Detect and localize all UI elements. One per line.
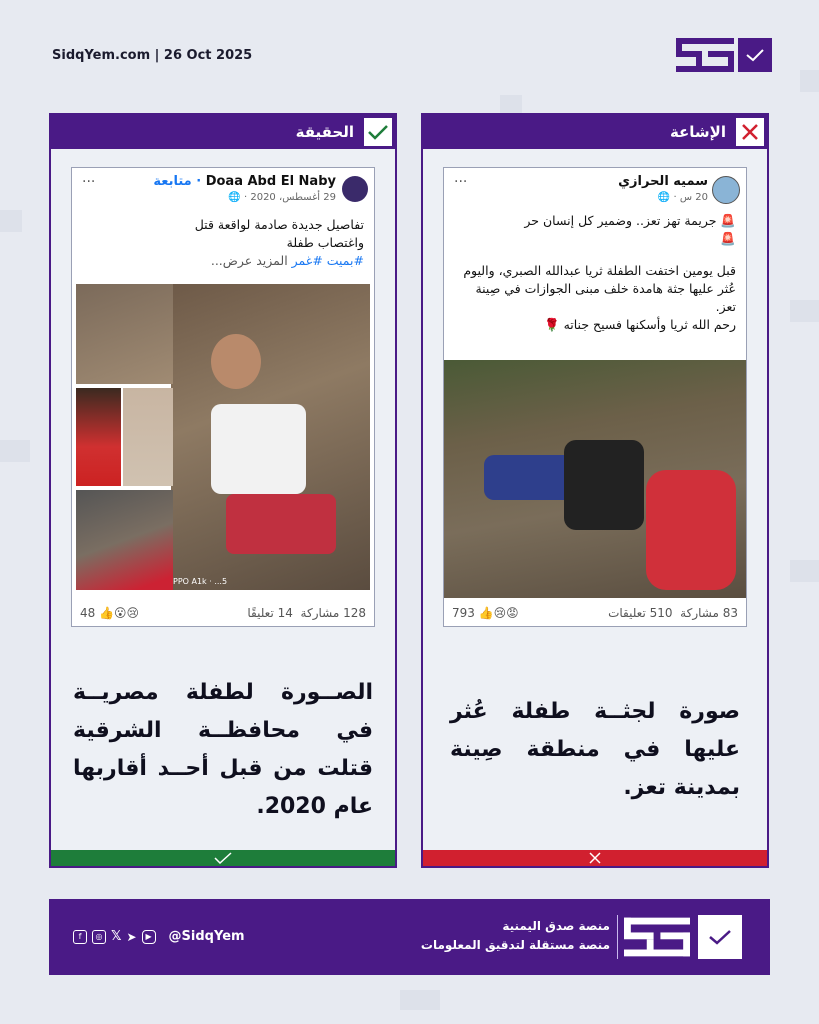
bg-square <box>800 70 819 92</box>
post-photo-5[interactable] <box>76 490 173 590</box>
post-author: سميه الحرازي <box>618 174 708 189</box>
bg-square <box>400 990 440 1010</box>
instagram-icon[interactable]: ◎ <box>92 930 106 944</box>
photo-red-dress <box>646 470 736 590</box>
bg-square <box>790 300 819 322</box>
footer <box>49 899 770 975</box>
post-line: 🚨 <box>720 231 736 246</box>
post-stats <box>452 606 738 620</box>
reactions[interactable] <box>80 606 139 620</box>
photo-watermark: PPO A1k · ...5 <box>173 577 228 586</box>
see-more-link[interactable]: المزيد عرض... <box>210 253 288 268</box>
post-photo-4[interactable] <box>76 388 121 486</box>
post-line: واغتصاب طفلة <box>286 235 364 250</box>
reactions-count: 48 <box>80 606 96 620</box>
post-line: تفاصيل جديدة صادمة لواقعة قتل <box>194 217 364 232</box>
check-icon <box>698 915 742 959</box>
rumor-card <box>421 113 769 868</box>
post-photo-2[interactable] <box>76 284 173 384</box>
post-author <box>153 174 336 189</box>
truth-post <box>71 167 375 627</box>
comments-count[interactable]: 510 تعليقات <box>608 606 673 620</box>
more-options-icon[interactable]: ··· <box>82 174 96 190</box>
hashtags[interactable]: #بميت #غمر <box>291 253 364 268</box>
post-meta <box>228 192 336 203</box>
x-icon <box>588 852 602 864</box>
post-photo-3[interactable] <box>123 388 173 486</box>
rumor-header <box>423 115 767 149</box>
reactions[interactable] <box>452 606 519 620</box>
globe-icon: 🌐 <box>657 192 671 203</box>
reaction-emoji-icon: 😢😮👍 <box>99 606 140 620</box>
sidq-logo-mark <box>676 38 734 72</box>
shares-count[interactable]: 128 مشاركة <box>300 606 366 620</box>
x-icon[interactable]: 𝕏 <box>111 929 122 944</box>
truth-description-text: الصــورة لطفلة مصريــة في محافظــة الشرقية قتلت من قبل أحــد أقاربها عام 2020. <box>73 680 373 819</box>
shares-comments <box>608 606 738 620</box>
rumor-description <box>423 650 767 850</box>
telegram-icon[interactable]: ➤ <box>126 929 137 944</box>
reaction-emoji-icon: 😡😢👍 <box>478 606 519 620</box>
social-handle[interactable]: @SidqYem <box>168 929 245 944</box>
post-line: رحم الله ثريا وأسكنها فسيح جناته 🌹 <box>544 317 736 332</box>
social-links <box>73 929 245 944</box>
truth-header <box>51 115 395 149</box>
post-time: 20 س · <box>670 192 708 203</box>
check-icon <box>213 852 233 864</box>
photo-trousers <box>226 494 336 554</box>
avatar <box>712 176 740 204</box>
post-text <box>82 216 364 270</box>
check-icon <box>364 118 392 146</box>
footer-line: منصة مستقلة لتدقيق المعلومات <box>420 938 610 952</box>
rumor-bar <box>423 850 767 866</box>
post-text <box>454 212 736 334</box>
brand-logo <box>676 38 772 72</box>
more-options-icon[interactable]: ··· <box>454 174 468 190</box>
youtube-icon[interactable]: ▶ <box>142 930 156 944</box>
shares-count[interactable]: 83 مشاركة <box>680 606 738 620</box>
footer-text <box>421 917 610 955</box>
sidq-logo-mark <box>624 915 690 959</box>
site-date: SidqYem.com | 26 Oct 2025 <box>52 48 253 63</box>
photo-cloth <box>484 455 574 500</box>
post-paragraph: قبل يومين اختفت الطفلة ثريا عبدالله الصبري، واليوم عُثر عليها جثة هامدة خلف مبنى الجوازات في صِينة تعز. <box>463 263 736 314</box>
photo-shirt <box>211 404 306 494</box>
rumor-post <box>443 167 747 627</box>
follow-link[interactable]: · متابعة <box>153 174 202 189</box>
footer-logo <box>624 915 742 959</box>
bg-square <box>790 560 819 582</box>
post-stats <box>80 606 366 620</box>
globe-icon: 🌐 <box>228 192 241 203</box>
post-photo-main[interactable] <box>444 360 746 598</box>
x-icon <box>736 118 764 146</box>
facebook-icon[interactable]: f <box>73 930 87 944</box>
bg-square <box>0 440 30 462</box>
author-name: Doaa Abd El Naby <box>205 174 336 189</box>
rumor-label: الإشاعة <box>669 123 726 141</box>
post-line: 🚨 جريمة تهز تعز.. وضمير كل إنسان حر <box>524 213 736 228</box>
check-icon <box>738 38 772 72</box>
reactions-count: 793 <box>452 606 475 620</box>
avatar <box>342 176 368 202</box>
shares-comments <box>247 606 366 620</box>
truth-bar <box>51 850 395 866</box>
photo-dark-cloth <box>564 440 644 530</box>
bg-square <box>0 210 22 232</box>
rumor-description-text: صورة لجثــة طفلة عُثر عليها في منطقة صِينة بمدينة تعز. <box>450 699 740 800</box>
post-meta <box>658 192 708 203</box>
footer-separator <box>617 915 618 959</box>
comments-count[interactable]: 14 تعليقًا <box>247 606 293 620</box>
photo-face <box>211 334 261 389</box>
post-photo-main[interactable] <box>171 284 370 590</box>
truth-label: الحقيقة <box>295 123 354 141</box>
post-time: 29 أغسطس، 2020 · <box>240 192 336 203</box>
truth-card <box>49 113 397 868</box>
footer-line: منصة صدق اليمنية <box>502 919 610 933</box>
truth-description <box>51 650 395 850</box>
